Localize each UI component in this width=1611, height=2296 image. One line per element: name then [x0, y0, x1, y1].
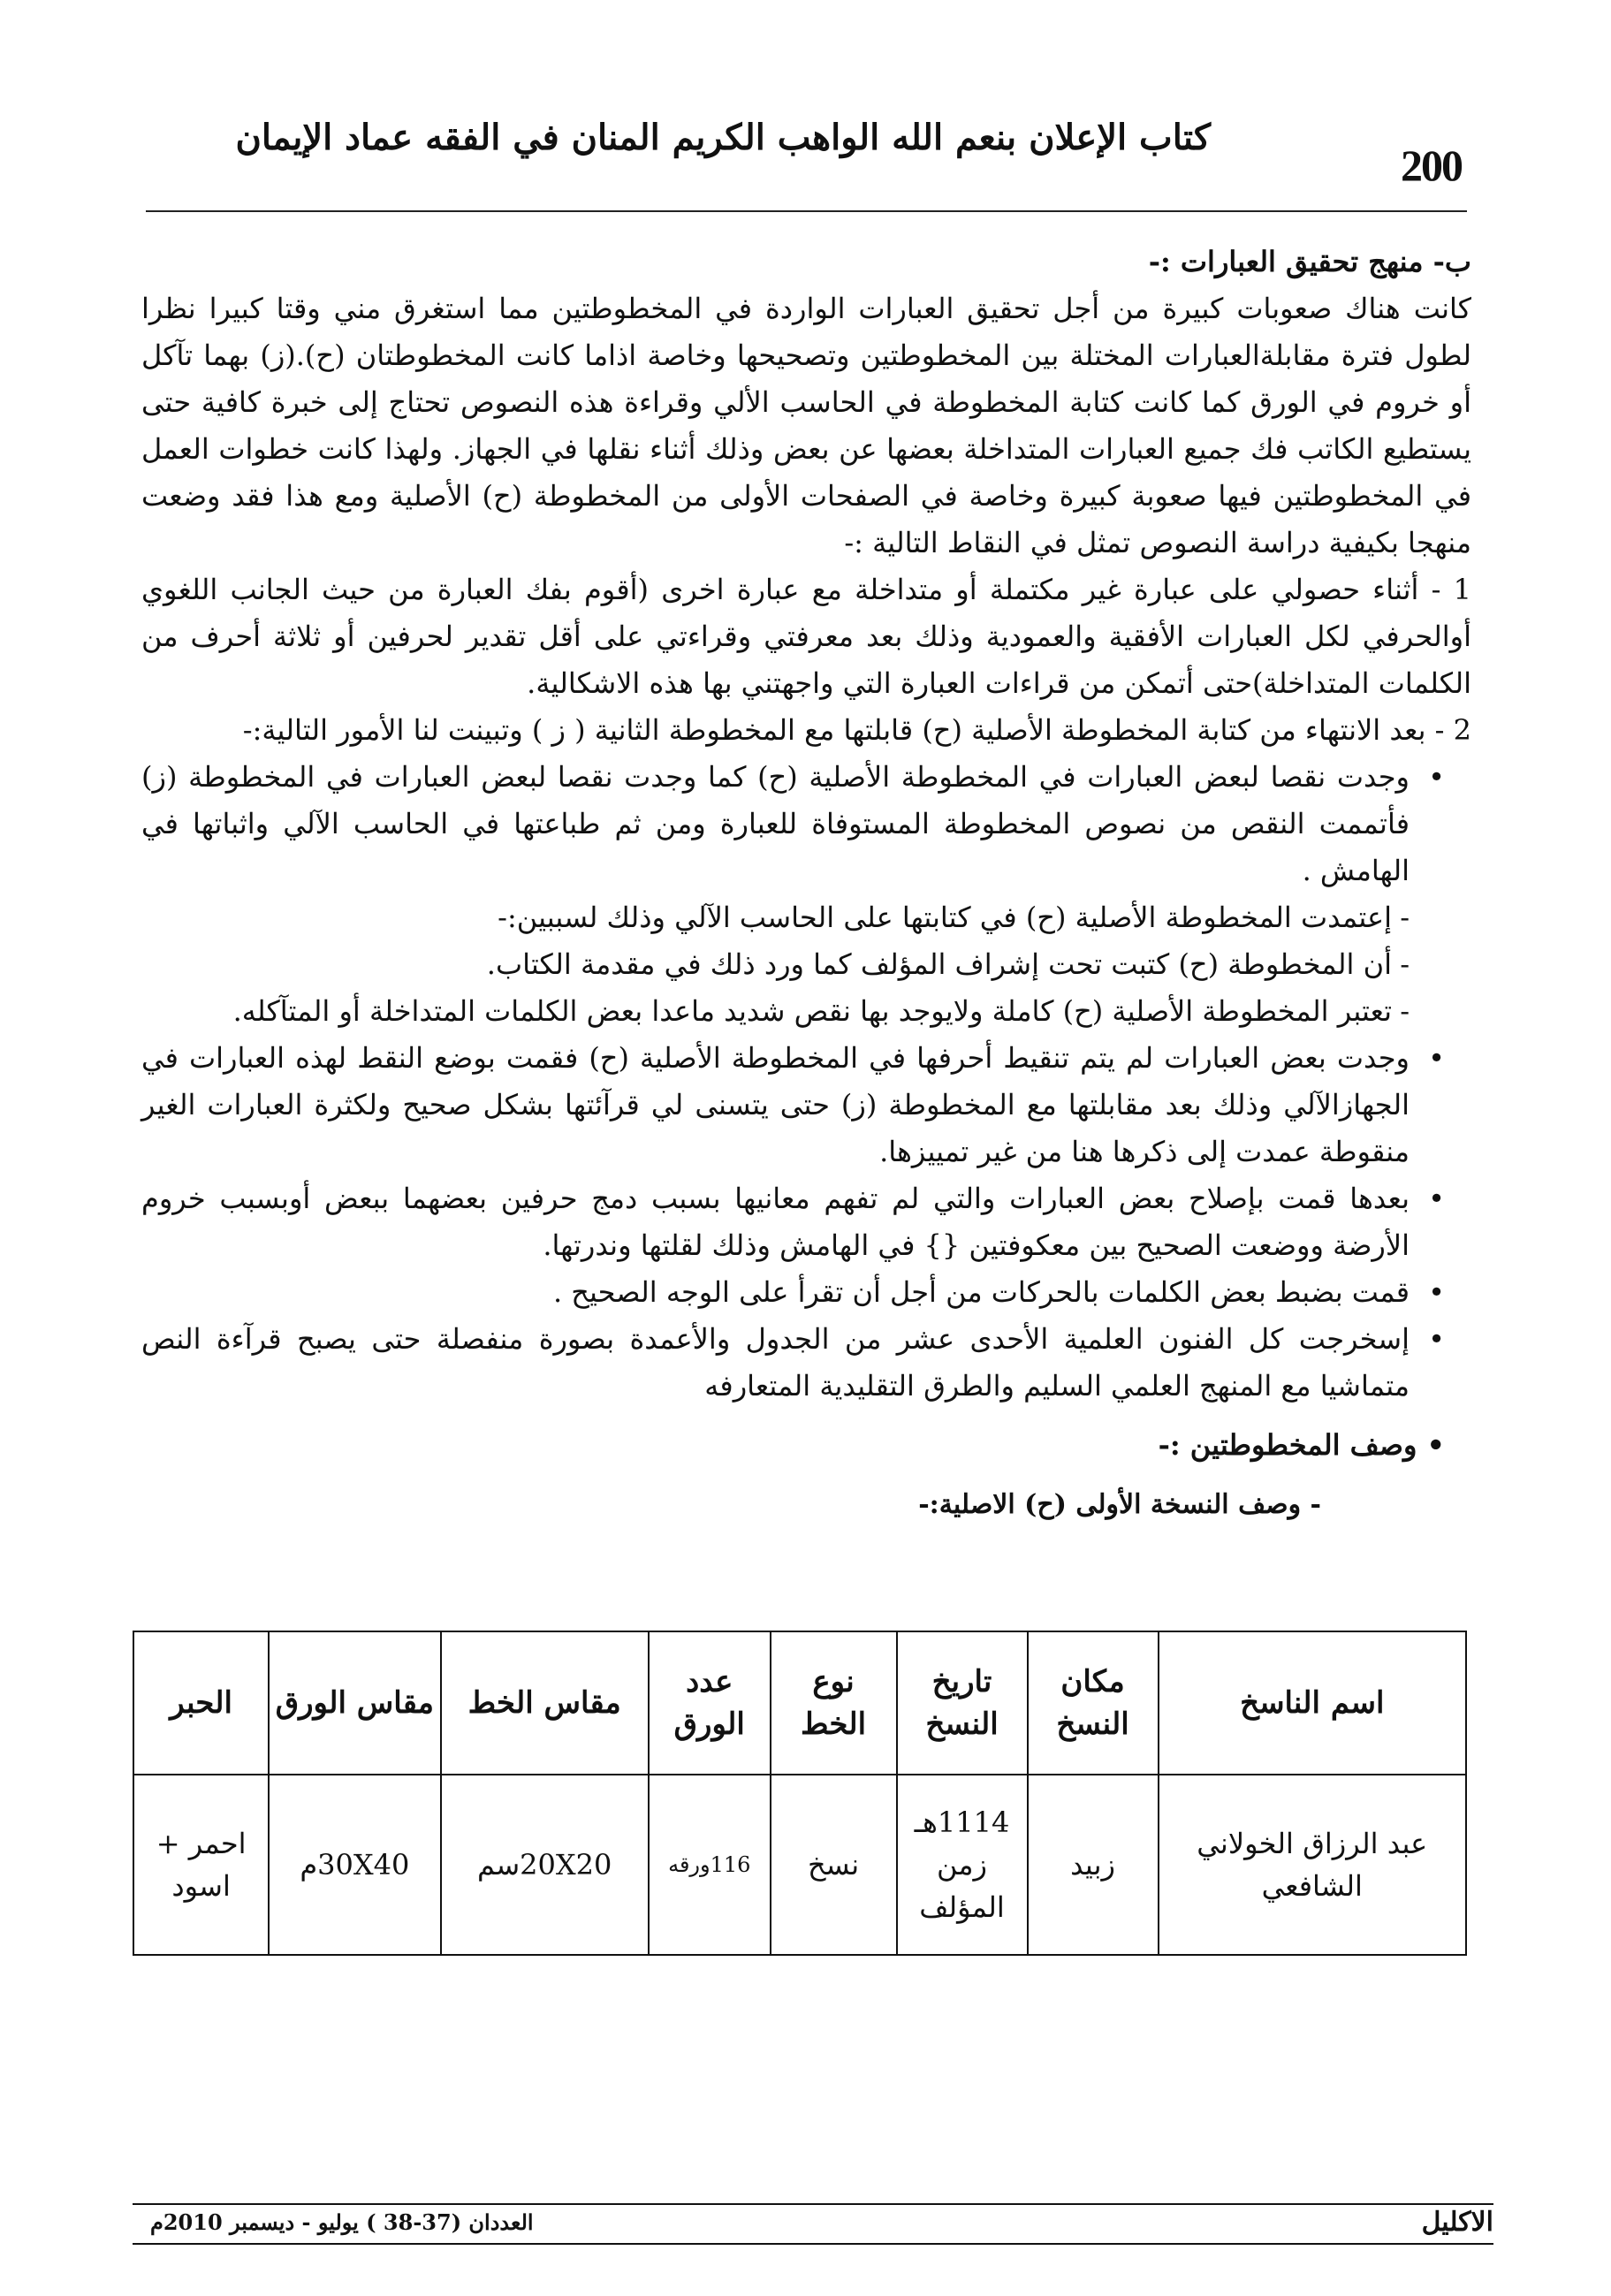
numbered-item-2: 2 - بعد الانتهاء من كتابة المخطوطة الأصلية (ح) قابلتها مع المخطوطة الثانية ( ز ) وتبينت لنا الأمور التالية:-	[242, 713, 1471, 747]
table-header: تاريخ النسخ	[897, 1631, 1028, 1775]
table-header: عدد الورق	[649, 1631, 771, 1775]
intro-paragraph: كانت هناك صعوبات كبيرة من أجل تحقيق العبارات الواردة في المخطوطتين مما استغرق مني وقتا كبيرا نظرا لطول فترة مقابلةالعبارات المختلة بين المخطوطتين وتصحيحها وخاصة اذاما كانت المخطوطتان (ح).(ز) بهما تآكل أو خروم في الورق كما كانت كتابة المخطوطة في الحاسب الألي وقراءة هذه النصوص تحتاج إلى خبرة كافية حتى يستطيع الكاتب فك جميع العبارات المتداخلة بعضها عن بعض وذلك أثناء نقلها في الجهاز. ولهذا كانت خطوات العمل في المخطوطتين فيها صعوبة كبيرة وخاصة في الصفحات الأولى من المخطوطة (ح) الأصلية ومع هذا فقد وضعت منهجا بكيفية دراسة النصوص تمثل في النقاط التالية :-	[141, 292, 1471, 559]
dash-text: تعتبر المخطوطة الأصلية (ح) كاملة ولايوجد بها نقص شديد ماعدا بعض الكلمات المتداخلة أو المتآكله.	[232, 994, 1392, 1028]
dash-text: إعتمدت المخطوطة الأصلية (ح) في كتابتها على الحاسب الآلي وذلك لسببين:-	[498, 901, 1392, 934]
footer-rule-top	[133, 2203, 1493, 2205]
table-header: مقاس الخط	[441, 1631, 649, 1775]
table-header-row	[133, 1631, 1466, 1775]
table-header: اسم الناسخ	[1159, 1631, 1466, 1775]
description-heading: • وصف المخطوطتين :-	[1158, 1428, 1445, 1462]
journal-name: الاكليل	[1421, 2207, 1493, 2238]
bullet-text: إسخرجت كل الفنون العلمية الأحدى عشر من الجدول والأعمدة بصورة منفصلة حتى يصبح قرآءة النص متماشيا مع المنهج العلمي السليم والطرق التقليدية المتعارفه	[141, 1322, 1410, 1403]
table-header: الحبر	[133, 1631, 269, 1775]
dash-item	[141, 894, 1471, 941]
dash-icon: -	[1400, 947, 1410, 981]
page-number: 200	[1401, 141, 1462, 190]
table-cell: 30X40م	[269, 1775, 440, 1955]
description-subheading: - وصف النسخة الأولى (ح) الاصلية:-	[918, 1489, 1321, 1520]
bullet-text: بعدها قمت بإصلاح بعض العبارات والتي لم تفهم معانيها بسبب دمج حرفين بعضهما ببعض أوبسبب خروم الأرضة ووضعت الصحيح بين معكوفتين {} في الهامش وذلك لقلتها وندرتها.	[141, 1182, 1410, 1262]
issue-info: العددان (37-38 ) يوليو - ديسمبر 2010م	[150, 2209, 534, 2235]
body-text	[141, 239, 1471, 1564]
running-title: كتاب الإعلان بنعم الله الواهب الكريم المنان في الفقه عماد الإيمان	[235, 117, 1211, 158]
section-heading: ب- منهج تحقيق العبارات :-	[1148, 245, 1471, 278]
bullet-text: وجدت نقصا لبعض العبارات في المخطوطة الأصلية (ح) كما وجدت نقصا لبعض العبارات في المخطوطة (ز) فأتممت النقص من نصوص المخطوطة المستوفاة للعبارة ومن ثم طباعتها في الحاسب الآلي واثباتها في الهامش .	[141, 760, 1410, 887]
bullet-item	[141, 1035, 1445, 1175]
footer-rule-bottom	[133, 2243, 1493, 2245]
table-header: مقاس الورق	[269, 1631, 440, 1775]
dash-item	[141, 988, 1471, 1035]
bullet-icon: •	[1428, 760, 1445, 794]
table-cell: 20X20سم	[441, 1775, 649, 1955]
table-cell: 116ورقه	[649, 1775, 771, 1955]
bullet-item	[141, 1316, 1445, 1410]
table-cell: 1114هـ زمن المؤلف	[897, 1775, 1028, 1955]
bullet-icon: •	[1428, 1041, 1445, 1075]
bullet-item	[141, 1269, 1445, 1316]
bullet-item	[141, 754, 1445, 894]
bullet-icon: •	[1428, 1182, 1445, 1215]
table-row	[133, 1775, 1466, 1955]
dash-item	[141, 941, 1471, 988]
table-cell: نسخ	[771, 1775, 897, 1955]
table-cell: زبيد	[1028, 1775, 1159, 1955]
header-rule	[146, 210, 1467, 212]
table-header: نوع الخط	[771, 1631, 897, 1775]
numbered-item-1: 1 - أثناء حصولي على عبارة غير مكتملة أو متداخلة مع عبارة اخرى (أقوم بفك العبارة من حيث الجانب اللغوي أوالحرفي لكل العبارات الأفقية والعمودية وذلك بعد معرفتي وقراءتي على أقل تقدير لحرفين أو ثلاثة أحرف من الكلمات المتداخلة)حتى أتمكن من قراءات العبارة التي واجهتني بها هذه الاشكالية.	[141, 573, 1471, 700]
dash-icon: -	[1400, 994, 1410, 1028]
dash-text: أن المخطوطة (ح) كتبت تحت إشراف المؤلف كما ورد ذلك في مقدمة الكتاب.	[486, 947, 1392, 981]
bullet-icon: •	[1428, 1322, 1445, 1356]
dash-icon: -	[1400, 901, 1410, 934]
bullet-item	[141, 1175, 1445, 1269]
table-cell: عبد الرزاق الخولاني الشافعي	[1159, 1775, 1466, 1955]
manuscript-table	[133, 1631, 1467, 1956]
table-cell: احمر + اسود	[133, 1775, 269, 1955]
bullet-icon: •	[1428, 1275, 1445, 1309]
table-header: مكان النسخ	[1028, 1631, 1159, 1775]
bullet-text: قمت بضبط بعض الكلمات بالحركات من أجل أن تقرأ على الوجه الصحيح .	[552, 1275, 1410, 1309]
bullet-text: وجدت بعض العبارات لم يتم تنقيط أحرفها في المخطوطة الأصلية (ح) فقمت بوضع النقط لهذه العبارات في الجهازالآلي وذلك بعد مقابلتها مع المخطوطة (ز) حتى يتسنى لي قرآئتها بشكل صحيح ولكثرة العبارات الغير منقوطة عمدت إلى ذكرها هنا من غير تمييزها.	[141, 1041, 1410, 1168]
